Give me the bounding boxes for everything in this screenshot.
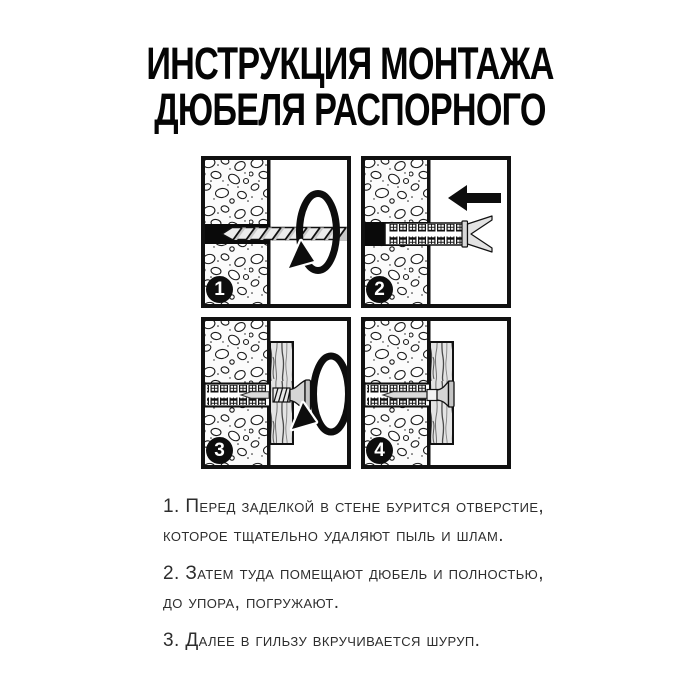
step-3-panel (201, 317, 351, 469)
instruction-step-1 (163, 492, 663, 550)
instruction-step-3-line-1: 3. Далее в гильзу вкручивается шуруп. (163, 630, 481, 651)
diagram-grid (201, 156, 511, 469)
step-2-badge: 2 (366, 276, 393, 303)
dowel-icon (365, 384, 430, 406)
page-title-line1: ИНСТРУКЦИЯ МОНТАЖА (146, 38, 554, 89)
drill-bit-icon (222, 228, 348, 241)
instruction-step-2 (163, 559, 663, 617)
instruction-step-2-line-1: 2. Затем туда помещают дюбель и полностью, (163, 563, 544, 584)
instruction-step-2-line-2: до упора, погружают. (163, 592, 340, 613)
instructions-block (163, 492, 663, 664)
left-arrow-icon (448, 185, 501, 211)
page-title (0, 38, 700, 135)
page-title-line2: ДЮБЕЛЯ РАСПОРНОГО (154, 84, 546, 135)
step-1-badge: 1 (206, 276, 233, 303)
step-4-badge: 4 (366, 437, 393, 464)
step-3-badge: 3 (206, 437, 233, 464)
instruction-step-3 (163, 626, 663, 655)
dowel-icon (205, 384, 270, 406)
step-1-panel (201, 156, 351, 308)
instruction-step-1-line-1: 1. Перед заделкой в стене бурится отверстие, (163, 496, 545, 517)
instruction-step-1-line-2: которое тщательно удаляют пыль и шлам. (163, 525, 504, 546)
step-2-panel (361, 156, 511, 308)
step-4-panel (361, 317, 511, 469)
